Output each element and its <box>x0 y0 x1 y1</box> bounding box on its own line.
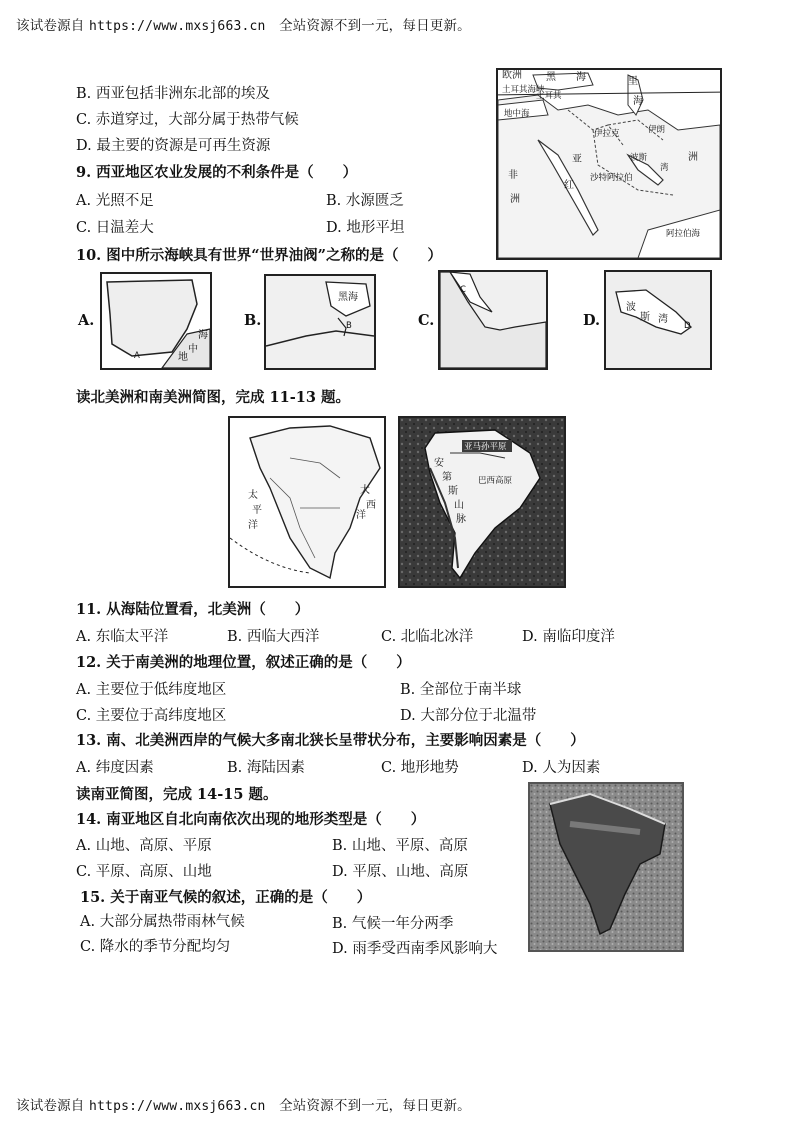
mapB-label-b: B <box>346 321 352 331</box>
q13-option-b: B. 海陆因素 <box>227 760 305 776</box>
na-label-yang2: 洋 <box>356 510 366 521</box>
intro-14-15: 读南亚简图，完成 14-15 题。 <box>76 786 278 803</box>
map-label-zhou2: 洲 <box>510 194 520 205</box>
north-america-map-drawing <box>230 418 384 586</box>
mapB-label-blacksea: 黑海 <box>338 292 358 303</box>
south-asia-map <box>528 782 684 952</box>
q11-option-b: B. 西临大西洋 <box>227 629 320 645</box>
header-url-link[interactable]: https://www.mxsj663.cn <box>89 19 266 34</box>
sa-label-mai: 脉 <box>456 514 466 525</box>
map-label-persian: 波斯 <box>630 153 648 163</box>
q14-option-d: D. 平原、山地、高原 <box>332 864 469 880</box>
q15-option-d: D. 雨季受西南季风影响大 <box>332 941 498 957</box>
q15-option-a: A. 大部分属热带雨林气候 <box>80 914 245 930</box>
mapD-label-d: D <box>684 321 691 331</box>
south-america-map-drawing <box>400 418 564 586</box>
q14-option-a: A. 山地、高原、平原 <box>76 838 212 854</box>
q10-map-b <box>264 274 376 370</box>
q15-stem: 15. 关于南亚气候的叙述，正确的是（ ） <box>80 889 372 906</box>
mapA-label-di: 地 <box>178 352 188 363</box>
q9-option-a: A. 光照不足 <box>76 193 154 209</box>
q10-option-b-label: B. <box>244 312 262 329</box>
mapC-label-c: C <box>460 285 466 295</box>
na-label-yang1: 洋 <box>248 520 258 531</box>
west-asia-map-drawing <box>498 70 720 258</box>
q11-option-a: A. 东临太平洋 <box>76 629 169 645</box>
sa-label-brazil: 巴西高原 <box>478 476 513 486</box>
map-label-sea1: 海 <box>576 72 586 83</box>
q12-option-b: B. 全部位于南半球 <box>400 682 522 698</box>
na-label-tai: 太 <box>248 490 258 501</box>
q10-map-c <box>438 270 548 370</box>
q13-stem: 13. 南、北美洲西岸的气候大多南北狭长呈带状分布，主要影响因素是（ ） <box>76 732 585 749</box>
map-label-iran: 伊朗 <box>648 125 666 135</box>
q13-option-a: A. 纬度因素 <box>76 760 154 776</box>
q15-option-b: B. 气候一年分两季 <box>332 916 454 932</box>
map-label-iraq: 伊拉克 <box>594 129 620 139</box>
q11-option-c: C. 北临北冰洋 <box>381 629 474 645</box>
q10-map-a-drawing <box>102 274 210 368</box>
mapD-label-bo: 波 <box>626 302 636 313</box>
north-america-map <box>228 416 386 588</box>
footer-slogan: 全站资源不到一元，每日更新。 <box>279 1098 471 1114</box>
q9-option-b: B. 水源匮乏 <box>326 193 404 209</box>
q10-option-a-label: A. <box>78 312 95 329</box>
q13-option-c: C. 地形地势 <box>381 760 459 776</box>
map-label-li: 里 <box>628 76 638 87</box>
q12-option-a: A. 主要位于低纬度地区 <box>76 682 227 698</box>
sa-label-shan: 山 <box>454 500 464 511</box>
map-label-turkey: 土耳其 <box>536 91 562 101</box>
sa-label-an: 安 <box>434 458 444 469</box>
footer-url-link[interactable]: https://www.mxsj663.cn <box>89 1099 266 1114</box>
q10-map-d-drawing <box>606 272 710 368</box>
q12-option-c: C. 主要位于高纬度地区 <box>76 708 227 724</box>
q9-option-d: D. 地形平坦 <box>326 220 405 236</box>
map-label-mediterranean: 地中海 <box>504 109 530 119</box>
sa-label-amazon: 亚马孙平原 <box>464 442 507 452</box>
na-label-xi: 西 <box>366 500 376 511</box>
q11-stem: 11. 从海陆位置看，北美洲（ ） <box>76 601 310 618</box>
south-asia-map-drawing <box>530 784 682 950</box>
map-label-sea2: 海 <box>633 96 643 107</box>
map-label-strait: 土耳其海峡 <box>502 85 545 95</box>
q14-stem: 14. 南亚地区自北向南依次出现的地形类型是（ ） <box>76 811 426 828</box>
q8-option-d: D. 最主要的资源是可再生资源 <box>76 138 271 154</box>
q12-option-d: D. 大部分位于北温带 <box>400 708 537 724</box>
south-america-map <box>398 416 566 588</box>
q10-option-d-label: D. <box>583 312 601 329</box>
map-label-black: 黑 <box>546 72 556 83</box>
q14-option-c: C. 平原、高原、山地 <box>76 864 212 880</box>
sa-label-di: 第 <box>442 472 452 483</box>
q12-stem: 12. 关于南美洲的地理位置，叙述正确的是（ ） <box>76 654 411 671</box>
sa-label-si: 斯 <box>448 486 458 497</box>
intro-11-13: 读北美洲和南美洲简图，完成 11-13 题。 <box>76 389 350 406</box>
header-source-label: 该试卷源自 <box>16 18 85 34</box>
q9-option-c: C. 日温差大 <box>76 220 154 236</box>
footer-source-label: 该试卷源自 <box>16 1098 85 1114</box>
q14-option-b: B. 山地、平原、高原 <box>332 838 468 854</box>
q13-option-d: D. 人为因素 <box>522 760 601 776</box>
q10-option-c-label: C. <box>418 312 435 329</box>
map-label-europe: 欧洲 <box>502 70 522 81</box>
mapA-label-zhong: 中 <box>188 344 198 355</box>
na-label-da: 大 <box>360 485 370 496</box>
q10-map-b-drawing <box>266 276 374 368</box>
q15-option-c: C. 降水的季节分配均匀 <box>80 939 231 955</box>
map-label-saudi: 沙特阿拉伯 <box>590 173 633 183</box>
q10-map-d <box>604 270 712 370</box>
mapD-label-wan: 湾 <box>658 314 668 325</box>
q8-option-c: C. 赤道穿过，大部分属于热带气候 <box>76 112 299 128</box>
map-label-fei: 非 <box>508 170 518 181</box>
q10-map-a <box>100 272 212 370</box>
q8-option-b: B. 西亚包括非洲东北部的埃及 <box>76 86 270 102</box>
q11-option-d: D. 南临印度洋 <box>522 629 615 645</box>
q10-map-c-drawing <box>440 272 546 368</box>
map-label-zhou1: 洲 <box>688 152 698 163</box>
mapA-label-hai: 海 <box>198 330 208 341</box>
page-footer <box>16 1094 471 1114</box>
header-slogan: 全站资源不到一元，每日更新。 <box>279 18 471 34</box>
page-header <box>16 14 471 34</box>
mapD-label-si: 斯 <box>640 312 650 323</box>
na-label-ping: 平 <box>252 505 262 516</box>
map-label-arabian-sea: 阿拉伯海 <box>666 229 701 239</box>
west-asia-map <box>496 68 722 260</box>
map-label-ya: 亚 <box>572 154 582 165</box>
q9-stem: 9. 西亚地区农业发展的不利条件是（ ） <box>76 164 358 181</box>
q10-stem: 10. 图中所示海峡具有世界“世界油阀”之称的是（ ） <box>76 247 442 264</box>
map-label-red: 红 <box>564 180 574 191</box>
map-label-gulf: 湾 <box>660 163 669 173</box>
mapA-label-a: A <box>134 351 140 361</box>
